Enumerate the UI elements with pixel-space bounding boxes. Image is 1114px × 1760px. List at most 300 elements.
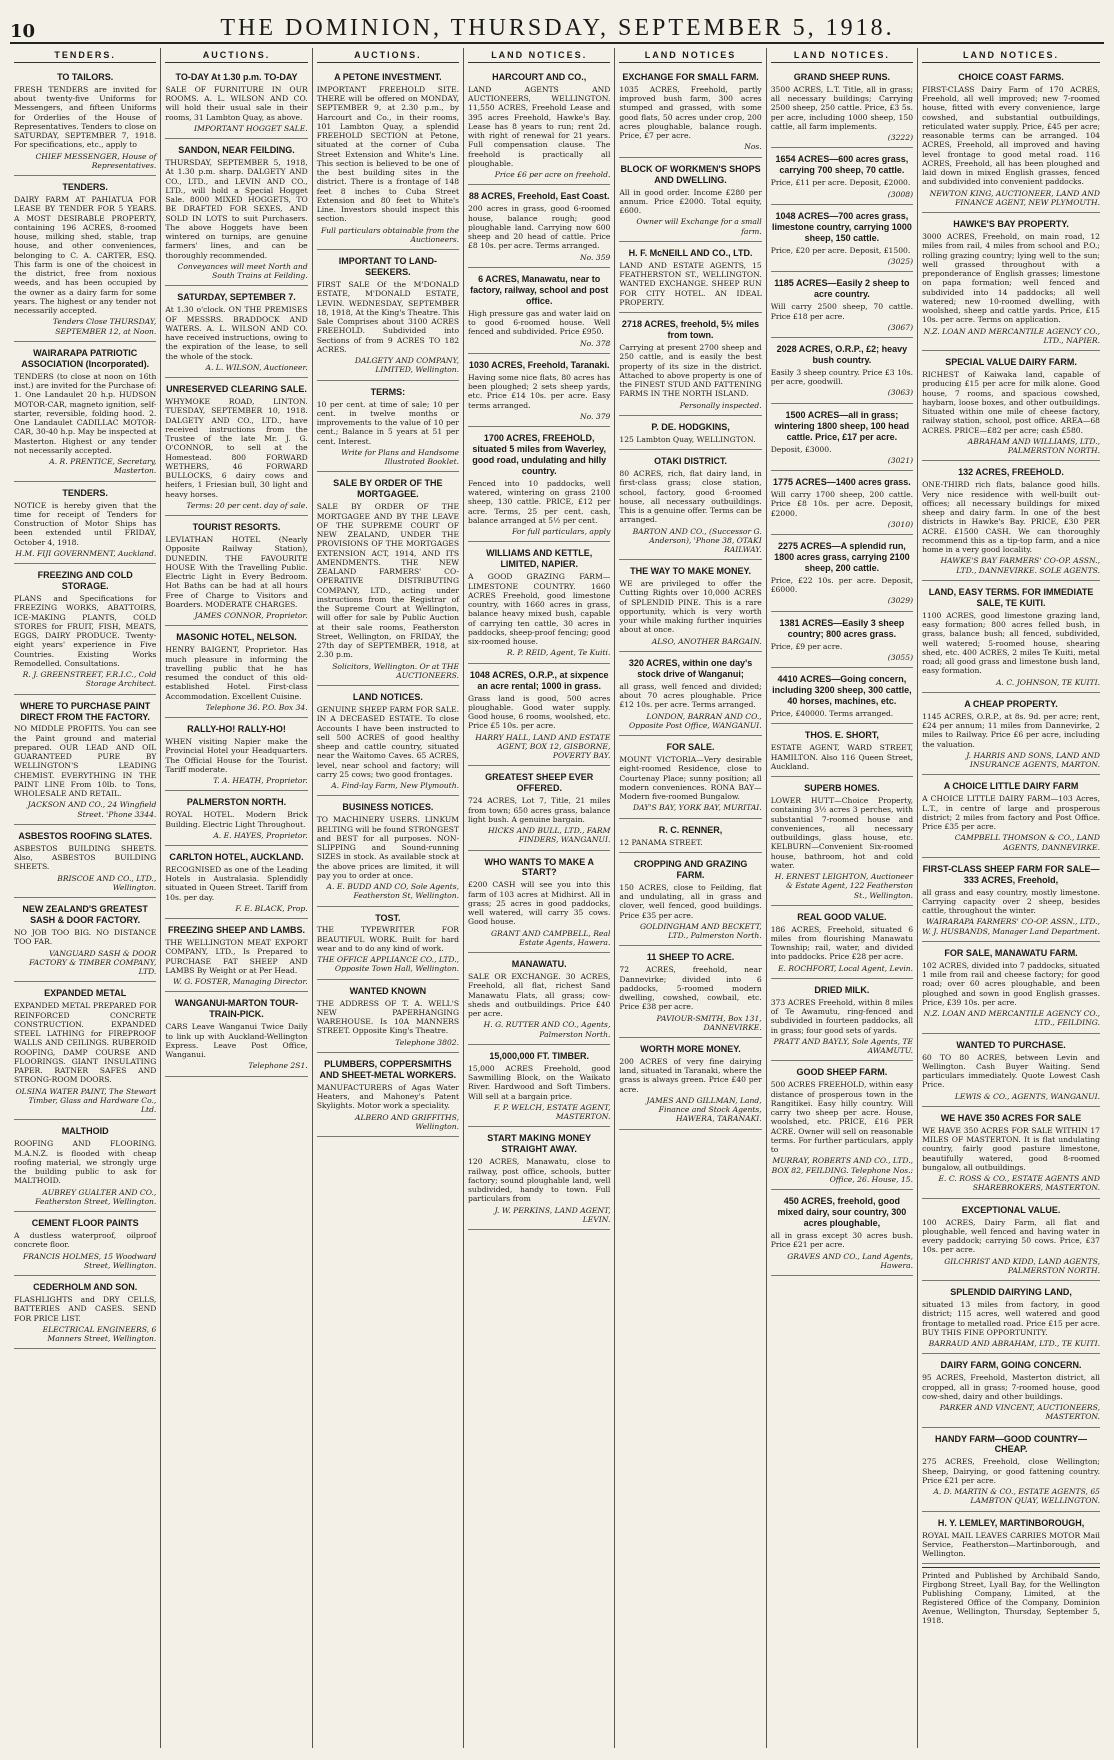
ad-heading: 1030 ACRES, Freehold, Taranaki.	[468, 359, 610, 370]
advertisement	[165, 516, 307, 626]
advertisement	[468, 354, 610, 427]
ad-signature: MURRAY, ROBERTS AND CO., LTD., BOX 82, FEILDING. Telephone Nos.: Office, 26. House, 15.	[771, 1156, 914, 1184]
advertisement	[771, 906, 913, 979]
publisher-imprint: Printed and Published by Archibald Sando, Firgbong Street, Lyall Bay, for the Wellington Publishing Company, Limited, at the Registered Office of the Company, Dominion Avenue, Wellington, Thursday, September 5, 1918.	[922, 1567, 1100, 1625]
ad-heading: LAND NOTICES.	[352, 692, 423, 703]
ad-body: LOWER HUTT—Choice Property, containing 3½ acres 3 perches, with substantial 7-roomed house and conveniences, all necessary outbuildings, glass house, etc. KELBURN—Convenient Six-roomed house, bathroom, hot and cold water.	[770, 796, 914, 870]
ad-heading: CEMENT FLOOR PAINTS	[31, 1218, 139, 1229]
ad-heading: THE WAY TO MAKE MONEY.	[630, 566, 751, 577]
ad-body: 150 ACRES, close to Feilding, flat and undulating, all in grass and clover, well fenced, good buildings. Price £35 per acre.	[619, 882, 762, 920]
ad-heading: 4410 ACRES—Going concern, including 3200 sheep, 300 cattle, 40 horses, machines, etc.	[772, 674, 912, 707]
ad-signature: Tenders Close THURSDAY, SEPTEMBER 12, at Noon.	[52, 317, 157, 336]
column-1	[10, 48, 161, 1748]
ad-signature: F. P. WELCH, ESTATE AGENT, MASTERTON.	[493, 1102, 611, 1122]
advertisement	[317, 907, 459, 980]
advertisement	[317, 1053, 459, 1137]
advertisement	[619, 313, 761, 416]
masthead	[10, 6, 1104, 44]
ad-heading: P. DE. HODGKINS,	[651, 421, 730, 432]
ad-heading: FREEZING SHEEP AND LAMBS.	[168, 925, 306, 936]
advertisement	[922, 351, 1100, 461]
ad-heading: FREEZING AND COLD STORAGE.	[37, 570, 133, 592]
ad-signature: WAIRARAPA FARMERS' CO-OP. ASSN., LTD., W. J. HUSBANDS, Manager Land Department.	[922, 917, 1100, 936]
ad-body: NO MIDDLE PROFITS. You can see the Paint ground and material prepared. OUR LEAD AND OIL GUARANTEED PURE BY WELLINGTON'S LEADING CHEMIST. EVERYTHING IN THE PAINT LINE From 10lb. to Tons, WHOLESALE AND RETAIL.	[14, 724, 157, 799]
ad-signature: (3025)	[887, 257, 914, 267]
ad-signature: A. E. BUDD AND CO, Sole Agents, Featherston St, Wellington.	[326, 882, 460, 901]
advertisement	[14, 564, 156, 694]
ad-heading: FOR SALE, MANAWATU FARM.	[944, 947, 1078, 958]
ad-signature: IMPORTANT HOGGET SALE.	[194, 123, 308, 133]
advertisement	[14, 1276, 156, 1349]
ad-signature: A. Find-lay Farm, New Plymouth.	[331, 781, 460, 791]
ad-signature: LEWIS & CO., AGENTS, WANGANUI.	[954, 1091, 1100, 1101]
ad-body: WE HAVE 350 ACRES FOR SALE WITHIN 17 MILES OF MASTERTON. It is flat undulating country, fairly good pasture limestone, beautifully watered, good 8-roomed bungalow, all outbuildings.	[922, 1125, 1100, 1172]
ad-heading: 11 SHEEP TO ACRE.	[646, 952, 735, 963]
advertisement	[771, 471, 913, 535]
ad-heading: 1381 ACRES—Easily 3 sheep country; 800 acres grass.	[779, 617, 905, 639]
ad-signature: (3008)	[887, 189, 914, 199]
ad-signature: ABRAHAM AND WILLIAMS, LTD., PALMERSTON NORTH.	[967, 436, 1100, 456]
advertisement	[619, 819, 761, 853]
advertisement	[922, 1428, 1100, 1512]
ad-signature: No. 378	[579, 338, 611, 348]
advertisement	[468, 953, 610, 1045]
ad-signature: Write for Plans and Handsome Illustrated Booklet.	[341, 447, 460, 467]
ad-body: 10 per cent. at time of sale; 10 per cent. in twelve months or improvements to the value of 10 per cent.; Balance in 5 years at 51 per cent. Interest.	[316, 399, 460, 446]
ad-body: Price, £20 per acre. Deposit, £1500.	[770, 245, 911, 255]
ad-signature: (3067)	[887, 322, 914, 332]
ad-signature: A. E. HAYES, Proprietor.	[213, 830, 308, 840]
ad-body: THE ADDRESS OF T. A. WELL'S NEW PAPERHANGING WAREHOUSE. Is 10A MANNERS STREET. Opposite King's Theatre.	[316, 998, 460, 1036]
ad-body: 72 ACRES, freehold, near Dannevirke; divided into 6 paddocks, 5-roomed modern dwelling, cowshed, cowbail, etc. Price £38 per acre.	[619, 965, 762, 1012]
ad-heading: TERMS:	[370, 386, 406, 397]
ad-body: 80 ACRES, rich, flat dairy land, in first-class grass; close station, school, factory, good 6-roomed house, all necessary outbuildings. This is a genuine offer. Terms can be arranged.	[619, 469, 762, 525]
advertisement	[922, 461, 1100, 580]
ad-body: LAND AND ESTATE AGENTS, 15 FEATHERSTON ST., WELLINGTON. WANTED EXCHANGE. SHEEP RUN FOR CITY HOTEL. AN IDEAL PROPERTY.	[619, 260, 762, 307]
ad-heading: NEW ZEALAND'S GREATEST SASH & DOOR FACTORY.	[22, 904, 148, 926]
ad-signature: W. G. FOSTER, Managing Director.	[173, 977, 308, 987]
ad-heading: ASBESTOS ROOFING SLATES.	[18, 830, 153, 841]
advertisement	[771, 148, 913, 204]
advertisement	[468, 1045, 610, 1127]
ad-signature: CHIEF MESSENGER, House of Representatives.	[35, 151, 157, 170]
ad-body: 100 ACRES, Dairy Farm, all flat and ploughable, well fenced and having water in every paddock; carrying 50 cows. Price, £37 10s. per acre.	[922, 1217, 1100, 1255]
ad-heading: 132 ACRES, FREEHOLD.	[958, 467, 1064, 478]
ad-heading: GOOD SHEEP FARM.	[796, 1067, 888, 1078]
ad-heading: WORTH MORE MONEY.	[640, 1044, 741, 1054]
ad-heading: WANGANUI-MARTON TOUR-TRAIN-PICK.	[174, 998, 299, 1020]
advertisement	[317, 980, 459, 1053]
ad-heading: RALLY-HO! RALLY-HO!	[187, 724, 286, 735]
ad-signature: H.M. FIJI GOVERNMENT, Auckland.	[15, 548, 157, 558]
ad-signature: J. W. PERKINS, LAND AGENT, LEVIN.	[494, 1205, 611, 1224]
ad-signature: BARRAUD AND ABRAHAM, LTD., TE KUITI.	[928, 1339, 1100, 1349]
ad-heading: START MAKING MONEY STRAIGHT AWAY.	[487, 1133, 592, 1155]
ad-body: 186 ACRES, Freehold, situated 6 miles from flourishing Manawatu Township; rail, water, and divided into paddocks. Price £28 per acre.	[770, 924, 914, 962]
advertisement	[922, 1354, 1100, 1427]
ad-signature: CAMPBELL THOMSON & CO., LAND AGENTS, DANNEVIRKE.	[954, 833, 1100, 852]
ad-body: TENDERS (to close at noon on 16th inst.) are invited for the Purchase of: 1. One Landaulet 20 h.p. HUDSON MOTOR-CAR, magneto ignition, self-starter, reversible, folding hood. 2. One Landaulet CADILLAC MOTOR-CAR, 30-40 h.p. May be inspected at Masterton. Highest or any tender not necessarily accepted.	[14, 371, 157, 455]
advertisement	[771, 979, 913, 1061]
ad-body: IMPORTANT FREEHOLD SITE. THERE will be offered on MONDAY, SEPTEMBER 9, at 2.30 p.m., by Harcourt and Co., in their rooms, 101 Lambton Quay, a splendid FREEHOLD SECTION at Petone, situated at the corner of Cuba Street Extension and White's Line. This section is believed to be one of the best building sites in the district. There is a frontage of 148 feet 8 inches to Cuba Street Extension and 80 feet to White's Line. Investors should inspect this section.	[316, 84, 460, 224]
ad-heading: A PETONE INVESTMENT.	[334, 72, 442, 82]
ad-body: DAIRY FARM AT PAHIATUA FOR LEASE BY TENDER FOR 5 YEARS. A MOST DESIRABLE PROPERTY, containing 196 ACRES, 8-roomed house, milking shed, stable, trap house, and other conveniences, belonging to C. A. CARTER, ESQ. This farm is one of the choicest in the district, free from noxious weeds, and has been occupied by the owner as a dairy farm for some years. The highest or any tender not necessarily accepted.	[14, 195, 157, 316]
advertisement	[14, 176, 156, 342]
ad-signature: (3222)	[887, 133, 914, 143]
ad-body: Price, £11 per acre. Deposit, £2000.	[770, 178, 911, 188]
ad-heading: 1775 ACRES—1400 acres grass.	[773, 477, 911, 488]
column-header: LAND NOTICES.	[771, 48, 913, 63]
ad-body: MANUFACTURERS of Agas Water Heaters, and Mahoney's Patent Skylights. Motor work a speciality.	[316, 1082, 460, 1111]
advertisement	[771, 205, 913, 272]
advertisement	[922, 581, 1100, 693]
advertisement	[922, 1107, 1100, 1199]
ad-signature: Terms: 20 per cent. day of sale.	[186, 500, 308, 510]
advertisement	[771, 1190, 913, 1276]
ad-heading: GREATEST SHEEP EVER OFFERED.	[485, 772, 594, 794]
ad-body: NO JOB TOO BIG. NO DISTANCE TOO FAR.	[14, 928, 157, 947]
ad-body: WHEN visiting Napier make the Provincial Hotel your Headquarters. The Official House for the Tourist. Tariff moderate.	[165, 737, 308, 774]
advertisement	[14, 342, 156, 482]
ad-heading: SATURDAY, SEPTEMBER 7.	[177, 292, 296, 303]
ad-heading: H. Y. LEMLEY, MARTINBOROUGH,	[937, 1517, 1085, 1528]
ad-body: 200 acres in grass, good 6-roomed house, balance rough; good ploughable land. Carrying now 600 sheep and 20 head of cattle. Price £8 10s. per acre. Terms arranged.	[468, 204, 611, 251]
newspaper-title: THE DOMINION, THURSDAY, SEPTEMBER 5, 1918.	[220, 15, 895, 41]
ad-heading: TO TAILORS.	[57, 72, 114, 82]
advertisement	[14, 695, 156, 825]
ad-body: A GOOD GRAZING FARM—LIMESTONE COUNTRY. 1660 ACRES Freehold, good limestone country, with 1660 acres in grass, balance heavy mixed bush, capable of carrying ten cattle, 30 acres in paddocks, sheep-proof fencing; good six-roomed house.	[468, 572, 611, 647]
advertisement	[619, 66, 761, 158]
ad-body: LAND AGENTS AND AUCTIONEERS, WELLINGTON. 11,550 ACRES, Freehold Lease and 395 acres Freehold, Hawke's Bay. Lease has 8 years to run; rent 2d. with right of renewal for 21 years. Full compensation clause. The freehold is practically all ploughable.	[468, 84, 611, 168]
ad-signature: (3021)	[887, 455, 914, 465]
ad-heading: 1500 ACRES—all in grass; wintering 1800 sheep, 100 head cattle. Price, £17 per acre.	[774, 409, 910, 442]
ad-signature: FRANCIS HOLMES, 15 Woodward Street, Wellington.	[22, 1251, 157, 1270]
advertisement	[619, 946, 761, 1038]
ad-body: LEVIATHAN HOTEL (Nearly Opposite Railway Station), DUNEDIN. THE FAVOURITE HOUSE With the Travelling Public. Electric Light in Every Bedroom. Hot Baths can be had at all hours Free of Charge to Visitors and Boarders. MODERATE CHARGES.	[165, 535, 308, 609]
ad-signature: Telephone 36. P.O. Box 34.	[205, 702, 308, 712]
ad-heading: EXPANDED METAL	[44, 988, 127, 999]
ad-signature: GRAVES AND CO., Land Agents, Hawera.	[787, 1251, 914, 1270]
ad-body: SALE OR EXCHANGE. 30 ACRES, Freehold, all flat, richest Sand Manawatu Flats, all grass; cow-sheds and outbuildings. Price £40 per acre.	[468, 972, 611, 1019]
ad-signature: T. A. HEATH, Proprietor.	[213, 776, 308, 786]
ad-heading: CROPPING AND GRAZING FARM.	[633, 858, 748, 880]
advertisement	[14, 982, 156, 1120]
ad-body: 12 PANAMA STREET.	[619, 837, 703, 847]
advertisement	[771, 1061, 913, 1190]
ad-signature: DAY'S BAY, YORK BAY, MURITAI.	[633, 803, 762, 813]
ad-signature: Telephone 2S1.	[248, 1061, 308, 1071]
ad-heading: SPLENDID DAIRYING LAND,	[950, 1287, 1072, 1298]
ad-heading: 6 ACRES, Manawatu, near to factory, railway, school and post office.	[470, 273, 609, 306]
ad-signature: No. 379	[579, 411, 611, 421]
ad-body: PLANS and Specifications for FREEZING WORKS, ABATTOIRS, ICE-MAKING PLANTS, COLD STORES for FRUIT, FISH, MEATS, EGGS, DAIRY PRODUCE. Twenty-eight years' experience in Five Countries. Existing Works Remodelled. Consultations.	[14, 594, 157, 668]
ad-heading: 1654 ACRES—600 acres grass, carrying 700 sheep, 70 cattle.	[775, 154, 909, 176]
ad-signature: (3010)	[887, 519, 914, 529]
advertisement	[165, 992, 307, 1076]
ad-heading: FIRST-CLASS SHEEP FARM FOR SALE—333 ACRES, Freehold,	[922, 863, 1100, 885]
ad-body: ROYAL MAIL LEAVES CARRIES MOTOR Mail Service, Featherston—Martinborough, and Wellington.	[922, 1530, 1100, 1559]
ad-body: GENUINE SHEEP FARM FOR SALE. IN A DECEASED ESTATE. To close Accounts I have been instructed to sell 500 ACRES of good healthy sheep and cattle country, situated near the Waitomo Caves. 65 ACRES, level, near school and factory; will carry 25 cows; two good frontages.	[316, 705, 460, 779]
advertisement	[14, 825, 156, 898]
advertisement	[922, 942, 1100, 1034]
ad-body: A dustless waterproof, oilproof concrete floor.	[14, 1231, 157, 1250]
ad-signature: ALSO, ANOTHER BARGAIN.	[651, 636, 762, 646]
ad-body: all grass, well fenced and divided; about 70 acres ploughable. Price £12 10s. per acre. Terms arranged.	[619, 681, 762, 710]
ad-body: RICHEST of Kaiwaka land, capable of producing £15 per acre for milk alone. Good house, 7 rooms, and spacious cowshed, haybarn, loose boxes, and other outbuildings. Situated within one mile of cheese factory, railway station, school, post office. AREA—68 ACRES. PRICE—£82 per acre; cash £580.	[922, 370, 1100, 435]
ad-heading: 1048 ACRES, O.R.P., at sixpence an acre rental; 1000 in grass.	[469, 669, 609, 691]
ad-heading: BUSINESS NOTICES.	[342, 802, 434, 813]
ad-heading: FOR SALE.	[666, 742, 715, 753]
ad-body: 500 ACRES FREEHOLD, within easy distance of prosperous town in the Rangitikei. Easy hilly country. Will carry two sheep per acre. House, woolshed, etc. PRICE, £16 PER ACRE. Owner will sell on reasonable terms. For further particulars, apply to	[770, 1080, 914, 1155]
ad-body: 95 ACRES, Freehold, Masterton district, all cropped, all in grass; 7-roomed house, good cow-shed, dairy and other buildings.	[922, 1373, 1100, 1401]
ad-heading: SALE BY ORDER OF THE MORTGAGEE.	[333, 478, 443, 500]
ad-heading: TO-DAY At 1.30 p.m. TO-DAY	[175, 72, 298, 82]
ad-body: Will carry 1700 sheep, 200 cattle. Price £8 10s. per acre. Deposit, £2000.	[770, 490, 914, 518]
ad-heading: SPECIAL VALUE DAIRY FARM.	[945, 357, 1077, 368]
ad-heading: SUPERB HOMES.	[804, 783, 880, 794]
ad-signature: GOLDINGHAM AND BECKETT, LTD., Palmerston North.	[639, 921, 762, 941]
advertisement	[468, 766, 610, 850]
ad-heading: WE HAVE 350 ACRES FOR SALE	[940, 1112, 1082, 1123]
ad-heading: 2718 ACRES, freehold, 5½ miles from town.	[621, 319, 760, 341]
advertisement	[619, 1038, 761, 1130]
advertisement	[619, 652, 761, 736]
advertisement	[317, 250, 459, 380]
advertisement	[14, 482, 156, 564]
ad-signature: N.Z. LOAN AND MERCANTILE AGENCY CO., LTD., FEILDING.	[923, 1009, 1100, 1028]
ad-heading: 2028 ACRES, O.R.P., £2; heavy bush country.	[776, 344, 908, 365]
ad-body: 15,000 ACRES Freehold, good Sawmilling Block, on the Waikato River. Hardwood and Soft Timbers. Will sell at a bargain price.	[468, 1063, 611, 1101]
ad-body: RECOGNISED as one of the Leading Hotels in Australasia. Splendidly situated in Queen Street. Tariff from 10s. per day.	[165, 864, 308, 902]
advertisement	[922, 1199, 1100, 1281]
ad-body: High pressure gas and water laid on to good 6-roomed house. Well fenced and subdivided. Price £950.	[468, 308, 611, 337]
advertisement	[468, 664, 610, 767]
advertisement	[468, 185, 610, 267]
advertisement	[619, 450, 761, 560]
advertisement	[619, 853, 761, 946]
ad-signature: Owner will Exchange for a small farm.	[636, 217, 762, 236]
ad-heading: OTAKI DISTRICT.	[654, 456, 727, 467]
ad-heading: 320 ACRES, within one day's stock drive of Wanganui;	[628, 657, 753, 679]
ad-body: 125 Lambton Quay, WELLINGTON.	[619, 434, 756, 444]
ad-body: ASBESTOS BUILDING SHEETS. Also, ASBESTOS BUILDING SHEETS.	[14, 843, 157, 872]
ad-heading: DRIED MILK.	[814, 984, 870, 995]
ad-signature: A. C. JOHNSON, TE KUITI.	[996, 677, 1100, 687]
column-header: LAND NOTICES.	[922, 48, 1100, 63]
ad-body: Price, £40000. Terms arranged.	[770, 709, 894, 719]
ad-body: ESTATE AGENT, WARD STREET, HAMILTON. Also 116 Queen Street, Auckland.	[770, 743, 914, 771]
ad-signature: PAVIOUR-SMITH, Box 131, DANNEVIRKE.	[656, 1013, 762, 1032]
ad-signature: HAWKE'S BAY FARMERS' CO-OP. ASSN., LTD., DANNEVIRKE. SOLE AGENTS.	[940, 556, 1100, 575]
ad-signature: Telephone 3802.	[395, 1037, 460, 1047]
ad-signature: DALGETY AND COMPANY, LIMITED, Wellington.	[354, 356, 460, 375]
ad-signature: A. D. MARTIN & CO., ESTATE AGENTS, 65 LAMBTON QUAY, WELLINGTON.	[933, 1487, 1100, 1506]
ad-heading: HANDY FARM—GOOD COUNTRY—CHEAP.	[935, 1433, 1088, 1455]
advertisement	[771, 535, 913, 612]
ad-heading: 1048 ACRES—700 acres grass, limestone country, carrying 1000 sheep, 150 cattle.	[771, 210, 912, 243]
advertisement	[922, 1034, 1100, 1107]
ad-heading: HAWKE'S BAY PROPERTY.	[953, 219, 1069, 230]
ad-heading: DAIRY FARM, GOING CONCERN.	[940, 1360, 1082, 1371]
advertisement	[165, 378, 307, 516]
page-number: 10	[10, 21, 36, 42]
ad-heading: REAL GOOD VALUE.	[797, 911, 887, 922]
advertisement	[165, 66, 307, 139]
ad-signature: THE OFFICE APPLIANCE CO., LTD., Opposite Town Hall, Wellington.	[317, 955, 460, 974]
ad-heading: H. F. McNEILL AND CO., LTD.	[628, 247, 753, 258]
column-7	[918, 48, 1104, 1748]
ad-heading: R. C. RENNER,	[658, 824, 723, 835]
ad-signature: R. P. REID, Agent, Te Kuiti.	[506, 648, 611, 658]
ad-body: FIRST SALE Of the M'DONALD ESTATE, M'DONALD ESTATE, LEVIN. WEDNESDAY, SEPTEMBER 18, 1918, At the King's Theatre. This Sale Comprises about 3100 ACRES FREEHOLD. Subdivided into Sections of from 9 ACRES TO 182 ACRES.	[316, 280, 460, 354]
ad-body: ONE-THIRD rich flats, balance good hills. Very nice residence with well-built out-offices; all necessary buildings for mixed sheep and dairy farm. In one of the best districts in Hawke's Bay. PRICE, £30 PER ACRE. £1500 CASH. We can thoroughly recommend this as a tip-top farm, and a nice home in a very good locality.	[922, 480, 1100, 555]
ad-heading: SANDON, NEAR FEILDING.	[178, 145, 295, 156]
ad-heading: WANTED KNOWN	[349, 985, 427, 996]
ad-signature: PRATT AND BAYLY, Sole Agents, TE AWAMUTU.	[773, 1036, 914, 1056]
advertisement	[619, 158, 761, 242]
ad-body: WE are privileged to offer the Cutting Rights over 10,000 ACRES of SPLENDID PINE. This is a rare opportunity, which is very worth your while making further inquiries about at once.	[619, 579, 762, 635]
ad-heading: 2275 ACRES—A splendid run, 1800 acres grass, carrying 2100 sheep, 200 cattle.	[774, 541, 910, 573]
advertisement	[619, 416, 761, 450]
ad-heading: TOST.	[375, 912, 401, 923]
ad-body: THURSDAY, SEPTEMBER 5, 1918, At 1.30 p.m. sharp. DALGETY AND CO., LTD., and LEVIN AND CO., LTD., will hold a Special Hogget Sale. 8000 MIXED HOGGETS, TO BE DRAFTED FOR SEXES, AND SOLD IN LOTS to suit Purchasers. The above Hoggets have been wintered on turnips, are genuine farmers' lines, and can be thoroughly recommended.	[165, 158, 308, 260]
advertisement	[165, 919, 307, 992]
advertisement	[922, 775, 1100, 857]
ad-signature: (3029)	[887, 596, 914, 606]
ad-heading: EXCHANGE FOR SMALL FARM.	[622, 72, 759, 82]
ad-body: FRESH TENDERS are invited for about twenty-five Uniforms for Messengers, and fifteen Uniforms for Orderlies of the House of Representatives. Tenders to close on SATURDAY, SEPTEMBER 7, 1918. For specifications, etc., apply to	[14, 84, 157, 150]
column-header: LAND NOTICES.	[468, 48, 610, 63]
ad-signature: E. C. ROSS & CO., ESTATE AGENTS AND SHAREBROKERS, MASTERTON.	[938, 1174, 1100, 1193]
ad-body: all in grass except 30 acres bush. Price £21 per acre.	[770, 1231, 914, 1250]
ad-heading: 1700 ACRES, FREEHOLD, situated 5 miles from Waverley, good road, undulating and hilly country.	[472, 433, 607, 476]
advertisement	[619, 242, 761, 313]
advertisement	[771, 338, 913, 404]
advertisement	[468, 66, 610, 185]
ad-body: FLASHLIGHTS and DRY CELLS, BATTERIES AND CASES. SEND FOR PRICE LIST.	[14, 1295, 157, 1323]
ad-body: Price, £9 per acre.	[770, 641, 843, 651]
advertisement	[922, 693, 1100, 775]
ad-signature: PARKER AND VINCENT, AUCTIONEERS, MASTERTON.	[939, 1403, 1100, 1422]
ad-signature: JACKSON AND CO., 24 Wingfield Street. 'Phone 3344.	[27, 800, 157, 819]
ad-signature: No. 359	[579, 252, 611, 262]
ad-heading: TENDERS.	[62, 182, 108, 193]
advertisement	[14, 66, 156, 176]
advertisement	[771, 272, 913, 338]
ad-heading: HARCOURT AND CO.,	[492, 72, 587, 82]
ad-signature: Full particulars obtainable from the Auctioneers.	[320, 225, 460, 244]
ad-body: £200 CASH will see you into this farm of 103 acres at Midhirst. All in grass; 25 acres in good paddocks, well watered, will carry 35 cows. Good house.	[468, 880, 611, 927]
ad-signature: Personally inspected.	[679, 400, 762, 410]
ad-body: ROOFING AND FLOORING. M.A.N.Z. is flooded with cheap roofing material, we strongly urge the building public to ask for MALTHOID.	[14, 1139, 157, 1186]
ad-signature: ELECTRICAL ENGINEERS, 6 Manners Street, Wellington.	[42, 1324, 157, 1343]
ad-body: A CHOICE LITTLE DAIRY FARM—103 Acres, L.T., in centre of large and prosperous district; 2 miles from factory and Post Office. Price £35 per acre.	[922, 794, 1100, 831]
ad-body: 3500 ACRES, L.T. Title, all in grass; all necessary buildings; Carrying 2500 sheep, 250 cattle. Price, £3 5s. per acre, including 1000 sheep, 150 cattle, all farm implements.	[770, 84, 914, 131]
ad-body: All in good order. Income £280 per annum. Price £2000. Total equity, £600.	[619, 187, 762, 216]
ad-signature: NEWTON KING, AUCTIONEER, LAND AND FINANCE AGENT, NEW PLYMOUTH.	[929, 188, 1100, 207]
ad-heading: CHOICE COAST FARMS.	[958, 72, 1064, 82]
ad-heading: TOURIST RESORTS.	[192, 522, 281, 533]
ad-heading: WHO WANTS TO MAKE A START?	[484, 856, 594, 878]
advertisement	[922, 66, 1100, 213]
ad-body: MOUNT VICTORIA—Very desirable eight-roomed Residence, close to Courtenay Place; sunny position; all modern conveniences. RONA BAY—Modern five-roomed Bungalow.	[619, 755, 762, 802]
advertisement	[468, 1127, 610, 1230]
advertisement	[619, 736, 761, 818]
column-header: TENDERS.	[14, 48, 156, 63]
ad-body: WHYMOKE ROAD, LINTON. TUESDAY, SEPTEMBER 10, 1918. DALGETY AND CO., LTD., have received instructions from the Trustee of the late Mr. J. G. O'CONNOR, to sell at the Homestead. 800 FORWARD WETHERS, 46 FORWARD BULLOCKS, 6 dairy cows and heifers, 1 Friesian bull, 30 light and heavy horses.	[165, 397, 308, 499]
ad-signature: HICKS AND BULL, LTD., FARM FINDERS, WANGANUI.	[487, 826, 611, 845]
ad-heading: IMPORTANT TO LAND-SEEKERS.	[338, 256, 437, 278]
ad-signature: HARRY HALL, LAND AND ESTATE AGENT, BOX 12, GISBORNE, POVERTY BAY.	[475, 732, 611, 761]
ad-signature: GRANT AND CAMPBELL, Real Estate Agents, Hawera.	[490, 928, 611, 947]
ad-signature: (3055)	[887, 652, 914, 662]
advertisement	[165, 791, 307, 846]
ad-heading: WHERE TO PURCHASE PAINT DIRECT FROM THE FACTORY.	[20, 700, 151, 722]
advertisement	[771, 612, 913, 668]
advertisement	[14, 1212, 156, 1276]
ad-body: CARS Leave Wanganui Twice Daily to link up with Auckland-Wellington Express. Leave Post Office, Wanganui.	[165, 1022, 308, 1060]
advertisement	[922, 1281, 1100, 1354]
ad-signature: BRISCOE AND CO., LTD., Wellington.	[57, 873, 157, 892]
ad-signature: Nos.	[744, 142, 762, 152]
ad-signature: LONDON, BARRAN AND CO., Opposite Post Office, WANGANUI.	[629, 711, 762, 730]
ad-heading: 88 ACRES, Freehold, East Coast.	[468, 191, 610, 202]
ad-signature: R. J. GREENSTREET, F.R.I.C., Cold Storage Architect.	[22, 670, 157, 689]
ad-body: 102 ACRES, divided into 7 paddocks, situated 1 mile from rail and cheese factory; for good road; over 60 acres ploughable, and been ploughed and sown in good English grasses. Price, £39 10s. per acre.	[922, 960, 1100, 1007]
advertisement	[165, 286, 307, 378]
ad-signature: A. R. PRENTICE, Secretary, Masterton.	[49, 457, 157, 476]
ad-signature: Solicitors, Wellington. Or at THE AUCTIONEERS.	[332, 661, 460, 680]
ad-heading: A CHOICE LITTLE DAIRY FARM	[943, 781, 1079, 792]
advertisement	[165, 139, 307, 286]
column-6	[767, 48, 918, 1748]
advertisement	[165, 718, 307, 791]
ad-body: EXPANDED METAL PREPARED FOR REINFORCED CONCRETE CONSTRUCTION. EXPANDED STEEL LATHING for FIREPROOF WALLS AND CEILINGS. RUBEROID ROOFING, DAMP COURSE AND FLOORINGS. GIANT INSULATING PAPER. RATNER SAFES AND STRONG-ROOM DOORS.	[14, 1001, 157, 1085]
ad-body: Having some nice flats, 80 acres has been ploughed; 2 sets sheep yards, etc. Price £14 10s. per acre. Easy terms arranged.	[468, 372, 611, 410]
ad-signature: N.Z. LOAN AND MERCANTILE AGENCY CO., LTD., NAPIER.	[923, 326, 1100, 345]
advertisement	[317, 472, 459, 686]
ad-signature: ALBERO AND GRIFFITHS, Wellington.	[355, 1112, 460, 1131]
advertisement	[771, 668, 913, 724]
ad-body: 3000 ACRES, Freehold, on main road, 12 miles from rail, 4 miles from school and P.O.; rolling grazing country; lying well to the sun; well grassed throughout with a preponderance of English grasses; limestone on papa formation; well fenced and subdivided into 14 paddocks; all well watered; new 10-roomed dwelling, with woolshed, sheep and cattle yards. Price, £15 10s. per acre. Terms on application.	[922, 232, 1100, 325]
ad-signature: J. HARRIS AND SONS, LAND AND INSURANCE AGENTS, MARTON.	[966, 750, 1100, 770]
column-3	[313, 48, 464, 1748]
ad-heading: CEDERHOLM AND SON.	[33, 1282, 138, 1293]
ad-signature: BARTON AND CO., (Successor G. Anderson), 'Phone 38, OTAKI RAILWAY.	[632, 526, 762, 554]
ad-heading: PALMERSTON NORTH.	[186, 797, 287, 808]
ad-body: ROYAL HOTEL. Modern Brick Building. Electric Light Throughout.	[165, 810, 308, 829]
ad-body: Carrying at present 2700 sheep and 250 cattle, and is easily the best property of its size in the district. Attached to above property is one of the FINEST STUD AND FATTENING FARMS IN THE NORTH ISLAND.	[619, 343, 762, 399]
ad-signature: VANGUARD SASH & DOOR FACTORY & TIMBER COMPANY, LTD.	[29, 948, 157, 977]
ad-body: Fenced into 10 paddocks, well watered, wintering on grass 2100 sheep, 130 cattle. PRICE, £12 per acre. Terms, 25 per cent. cash, balance arranged at 5½ per cent.	[468, 478, 611, 525]
ad-body: situated 13 miles from factory, in good district; 115 acres, well watered and good frontage to metalled road. Price £15 per acre. BUY THIS FINE OPPORTUNITY.	[922, 1300, 1100, 1337]
advertisement	[165, 626, 307, 718]
ad-body: At 1.30 o'clock. ON THE PREMISES OF MESSRS. BRADDOCK AND WATERS. A. L. WILSON AND CO. have received instructions, owing to the expiration of the lease, to sell the whole of the stock.	[165, 305, 308, 361]
ad-body: Price, £22 10s. per acre. Deposit, £6000.	[770, 575, 914, 595]
ad-signature: For full particulars, apply	[512, 527, 611, 537]
column-4	[464, 48, 615, 1748]
ad-heading: 1185 ACRES—Easily 2 sheep to acre country.	[774, 278, 910, 300]
ad-heading: WANTED TO PURCHASE.	[956, 1039, 1066, 1050]
advertisement	[468, 427, 610, 542]
ad-signature: AUBREY GUALTER AND CO., Featherston Street, Wellington.	[35, 1187, 157, 1206]
ad-body: HENRY BAIGENT, Proprietor. Has much pleasure in informing the travelling public that he has resumed the conduct of this old-established Hotel. First-class Accommodation. Excellent Cuisine.	[165, 645, 308, 701]
ad-heading: EXCEPTIONAL VALUE.	[961, 1204, 1061, 1215]
ad-heading: 450 ACRES, freehold, good mixed dairy, sour country, 300 acres ploughable,	[777, 1196, 907, 1229]
ad-heading: WAIRARAPA PATRIOTIC ASSOCIATION (Incorporated).	[21, 347, 150, 369]
ad-signature: (3063)	[887, 388, 914, 398]
ad-body: 60 TO 80 ACRES, between Levin and Wellington. Cash Buyer Waiting. Send particulars immediately. Quote Lowest Cash Price.	[922, 1052, 1100, 1090]
